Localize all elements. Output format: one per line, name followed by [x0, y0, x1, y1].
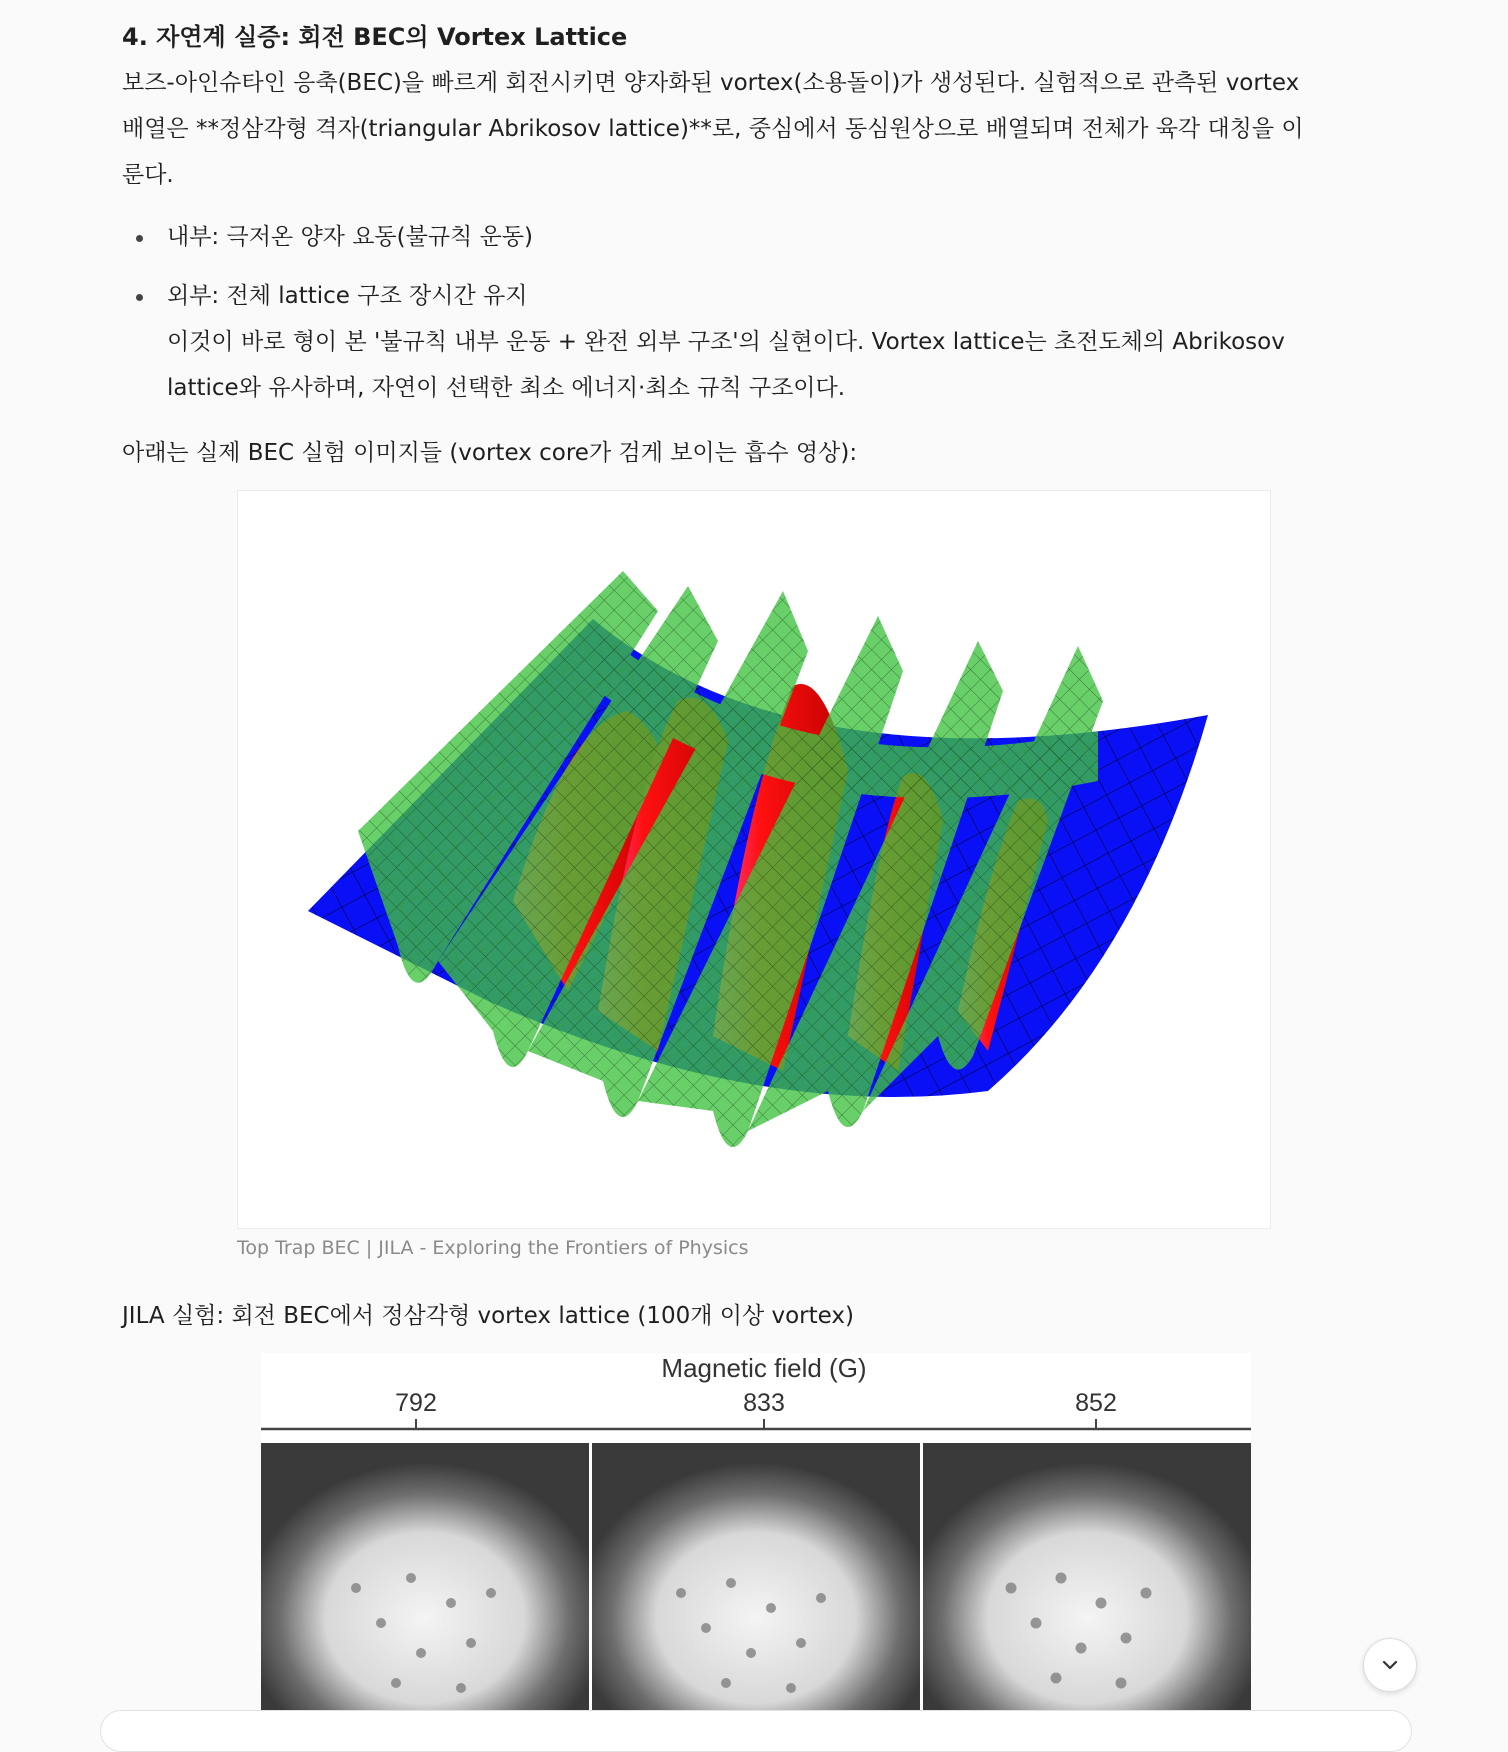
absorption-panel	[923, 1443, 1251, 1725]
bec-vortex-3d-figure[interactable]	[237, 490, 1271, 1229]
tick-label: 852	[1075, 1389, 1117, 1417]
continuation-line: 이것이 바로 형이 본 '불규칙 내부 운동 + 완전 외부 구조'의 실현이다. Vortex lattice는 초전도체의 Abrikosov	[167, 329, 1285, 355]
chevron-down-icon	[1379, 1654, 1401, 1676]
bullet-text: 내부: 극저온 양자 요동(불규칙 운동)	[167, 224, 533, 250]
axis-title: Magnetic field (G)	[661, 1353, 867, 1383]
paragraph-line: 배열은 **정삼각형 격자(triangular Abrikosov lattice)**로, 중심에서 동심원상으로 배열되며 전체가 육각 대칭을 이	[122, 116, 1304, 142]
bullet-text: 외부: 전체 lattice 구조 장시간 유지	[167, 283, 528, 309]
bullet-continuation	[167, 319, 1387, 411]
figure-caption-link[interactable]: Top Trap BEC | JILA - Exploring the Frontiers of Physics	[237, 1237, 749, 1259]
chat-input-bar[interactable]	[100, 1710, 1412, 1752]
bullet-dot	[136, 235, 143, 242]
paragraph-line: 보즈-아인슈타인 응축(BEC)을 빠르게 회전시키면 양자화된 vortex(소용돌이)가 생성된다. 실험적으로 관측된 vortex	[122, 70, 1300, 96]
paragraph-line: 룬다.	[122, 162, 174, 188]
continuation-line: lattice와 유사하며, 자연이 선택한 최소 에너지·최소 규칙 구조이다.	[167, 375, 846, 401]
section-heading: 4. 자연계 실증: 회전 BEC의 Vortex Lattice	[122, 23, 628, 51]
tick-label: 833	[743, 1389, 785, 1417]
figure-intro: 아래는 실제 BEC 실험 이미지들 (vortex core가 검게 보이는 흡수 영상):	[122, 440, 858, 466]
scroll-down-button[interactable]	[1363, 1638, 1417, 1692]
bullet-dot	[136, 294, 143, 301]
vortex-surface-graphic	[238, 491, 1270, 1228]
absorption-panel	[261, 1443, 589, 1725]
jila-absorption-figure[interactable]	[261, 1353, 1251, 1725]
absorption-image-graphic	[261, 1353, 1251, 1725]
tick-label: 792	[395, 1389, 437, 1417]
section-paragraph	[122, 60, 1387, 198]
figure2-label: JILA 실험: 회전 BEC에서 정삼각형 vortex lattice (100개 이상 vortex)	[122, 1303, 854, 1329]
absorption-panel	[592, 1443, 920, 1725]
